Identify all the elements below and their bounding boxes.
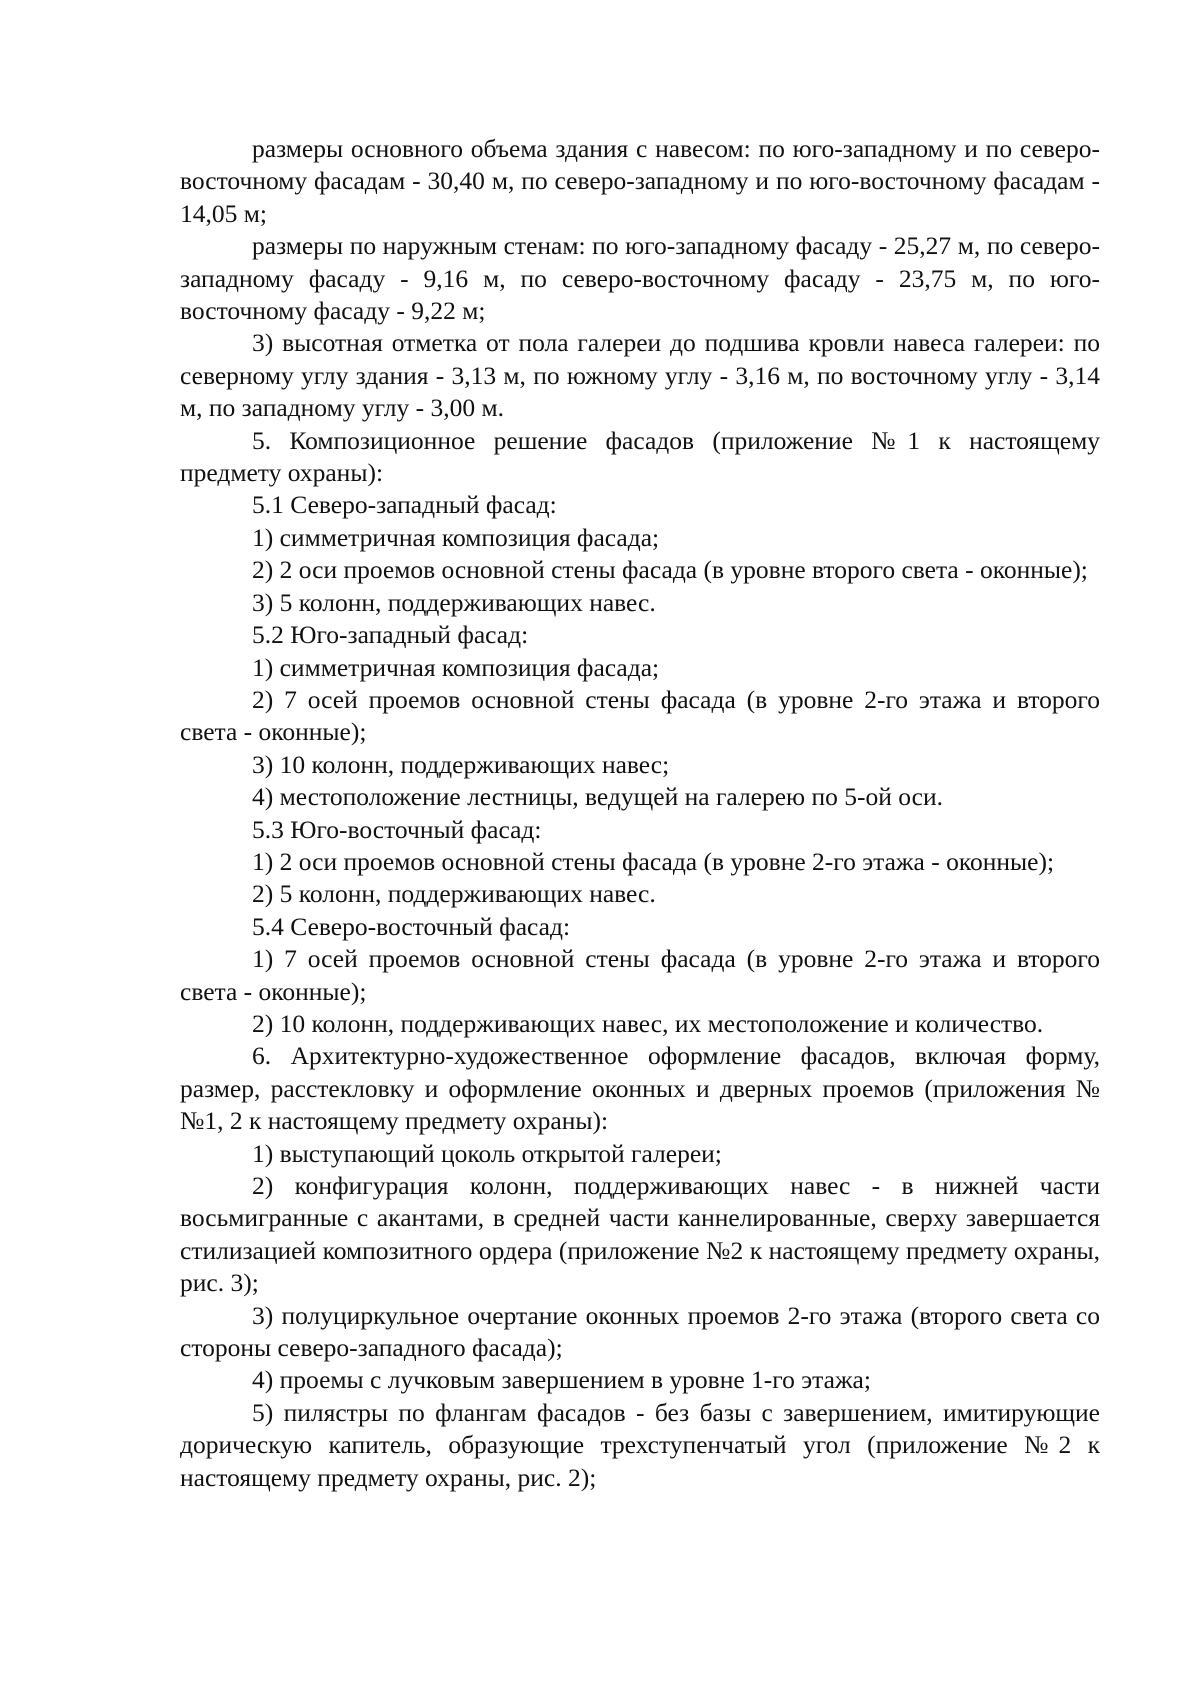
paragraph-5-2-item-3: 3) 10 колонн, поддерживающих навес;: [252, 749, 670, 779]
paragraph-6-item-2: 2) конфигурация колонн, поддерживающих навес - в нижней части восьмигранные с акантами, в средней части каннелированные, сверху завершается стилизацией композитного ордера (приложение №2 к настоящему предмету охраны, рис. 3);: [180, 1171, 1100, 1298]
paragraph-5-3-item-1: 1) 2 оси проемов основной стены фасада (в уровне 2-го этажа - оконные);: [252, 846, 1055, 876]
paragraph-5-1-heading: 5.1 Северо-западный фасад:: [252, 490, 557, 520]
paragraph-5-2-item-1: 1) симметричная композиция фасада;: [252, 652, 660, 682]
paragraph-5-4-heading: 5.4 Северо-восточный фасад:: [252, 911, 571, 941]
paragraph-height-marks: 3) высотная отметка от пола галереи до подшива кровли навеса галереи: по северному углу здания - 3,13 м, по южному углу - 3,16 м, по восточному углу - 3,14 м, по западному углу - 3,00 м.: [180, 328, 1100, 423]
paragraph-5-4-item-1: 1) 7 осей проемов основной стены фасада (в уровне 2-го этажа и второго света - оконные);: [180, 944, 1100, 1006]
paragraph-5-2-heading: 5.2 Юго-западный фасад:: [252, 620, 529, 650]
paragraph-section-5: 5. Композиционное решение фасадов (приложение №1 к настоящему предмету охраны):: [180, 425, 1100, 488]
paragraph-5-2-item-4: 4) местоположение лестницы, ведущей на галерею по 5-ой оси.: [252, 782, 943, 812]
paragraph-building-dimensions: размеры основного объема здания с навесом: по юго-западному и по северо-восточному фасадам - 30,40 м, по северо-западному и по юго-восточному фасадам - 14,05 м;: [180, 134, 1100, 228]
paragraph-6-item-3: 3) полуциркульное очертание оконных проемов 2-го этажа (второго света со стороны северо-западного фасада);: [180, 1300, 1100, 1363]
paragraph-section-6: 6. Архитектурно-художественное оформление фасадов, включая форму, размер, расстекловку и оформление оконных и дверных проемов (приложения №№1, 2 к настоящему предмету охраны):: [180, 1041, 1100, 1136]
paragraph-5-3-heading: 5.3 Юго-восточный фасад:: [252, 814, 542, 844]
paragraph-5-3-item-2: 2) 5 колонн, поддерживающих навес.: [252, 879, 656, 909]
document-body: [180, 133, 1100, 1494]
paragraph-5-1-item-2: 2) 2 оси проемов основной стены фасада (в уровне второго света - оконные);: [252, 555, 1088, 585]
paragraph-5-4-item-2: 2) 10 колонн, поддерживающих навес, их местоположение и количество.: [252, 1008, 1044, 1038]
paragraph-6-item-5: 5) пилястры по флангам фасадов - без базы с завершением, имитирующие дорическую капитель, образующие трехступенчатый угол (приложение №2 к настоящему предмету охраны, рис. 2);: [180, 1397, 1100, 1492]
paragraph-5-2-item-2: 2) 7 осей проемов основной стены фасада (в уровне 2-го этажа и второго света - оконные);: [180, 684, 1100, 747]
paragraph-6-item-1: 1) выступающий цоколь открытой галереи;: [252, 1138, 722, 1168]
paragraph-5-1-item-1: 1) симметричная композиция фасада;: [252, 522, 660, 552]
paragraph-wall-dimensions: размеры по наружным стенам: по юго-западному фасаду - 25,27 м, по северо-западному фасаду - 9,16 м, по северо-восточному фасаду - 23,75 м, по юго-восточному фасаду - 9,22 м;: [180, 231, 1100, 326]
paragraph-6-item-4: 4) проемы с лучковым завершением в уровне 1-го этажа;: [252, 1365, 871, 1395]
paragraph-5-1-item-3: 3) 5 колонн, поддерживающих навес.: [252, 587, 656, 617]
